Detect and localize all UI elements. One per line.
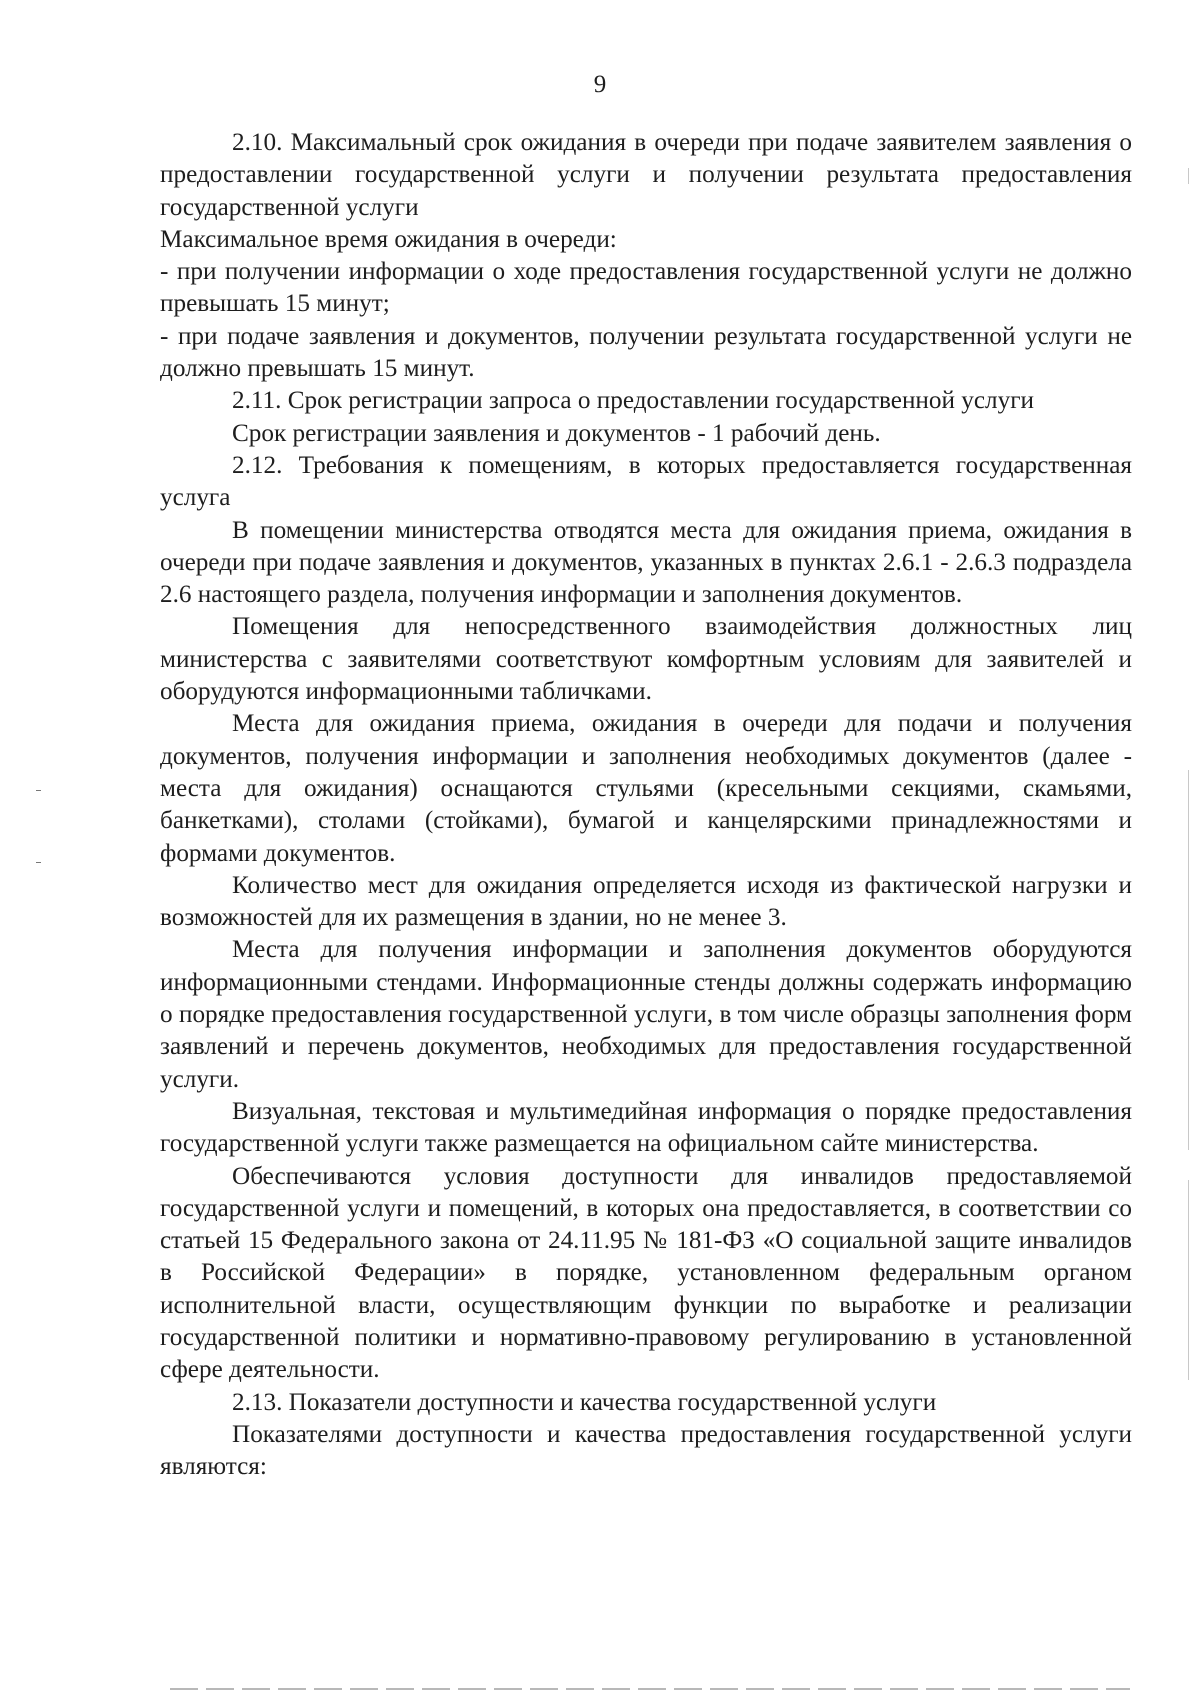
accessibility-paragraph: Обеспечиваются условия доступности для инвалидов предоставляемой государственной услуги и помещений, в которых она предоставляется, в соответствии со статьей 15 Федерального закона от 24.11.95 № 181-ФЗ «О социальной защите инвалидов в Российской Федерации» в порядке, установленном федеральным органом исполнительной власти, осуществляющим функции по выработке и реализации государственной политики и нормативно-правовому регулированию в установленной сфере деятельности. <box>160 1162 1132 1384</box>
wait-time-item-information: - при получении информации о ходе предоставления государственной услуги не должно превышать 15 минут; <box>160 258 1132 318</box>
quality-indicators-paragraph: Показателями доступности и качества предоставления государственной услуги являются: <box>160 1420 1132 1481</box>
scan-margin-dash <box>36 790 41 791</box>
scan-margin-mark <box>1188 168 1189 184</box>
wait-time-item-documents: - при подаче заявления и документов, получении результата государственной услуги не должно превышать 15 минут. <box>160 322 1132 383</box>
scan-margin-mark <box>1188 1180 1189 1380</box>
information-stands-paragraph: Места для получения информации и заполнения документов оборудуются информационными стендами. Информационные стенды должны содержать информацию о порядке предоставления государственной услуги, в том числе образцы заполнения форм заявлений и перечень документов, необходимых для предоставления государственной услуги. <box>160 936 1132 1093</box>
website-information-paragraph: Визуальная, текстовая и мультимедийная информация о порядке предоставления государственной услуги также размещается на официальном сайте министерства. <box>160 1097 1132 1158</box>
scan-margin-mark <box>1188 770 1189 1150</box>
max-wait-time-intro: Максимальное время ожидания в очереди: <box>160 225 617 253</box>
interaction-rooms-paragraph: Помещения для непосредственного взаимодействия должностных лиц министерства с заявителями соответствуют комфортным условиям для заявителей и оборудуются информационными табличками. <box>160 613 1132 706</box>
section-2-12-heading: 2.12. Требования к помещениям, в которых предоставляется государственная услуга <box>160 451 1132 512</box>
section-2-10-heading: 2.10. Максимальный срок ожидания в очереди при подаче заявителем заявления о предоставлении государственной услуги и получении результата предоставления государственной услуги <box>160 129 1132 221</box>
waiting-places-equipment-paragraph: Места для ожидания приема, ожидания в очереди для подачи и получения документов, получения информации и заполнения необходимых документов (далее - места для ожидания) оснащаются стульями (кресельными секциями, скамьями, банкетками), столами (стойками), бумагой и канцелярскими принадлежностями и формами документов. <box>160 710 1132 867</box>
waiting-places-count-paragraph: Количество мест для ожидания определяется исходя из фактической нагрузки и возможностей для их размещения в здании, но не менее 3. <box>160 871 1132 932</box>
document-body <box>160 127 1132 1483</box>
scan-margin-dash <box>36 862 41 863</box>
section-2-13-heading: 2.13. Показатели доступности и качества государственной услуги <box>232 1388 937 1416</box>
section-2-11-heading: 2.11. Срок регистрации запроса о предоставлении государственной услуги <box>232 387 1035 415</box>
waiting-places-paragraph: В помещении министерства отводятся места для ожидания приема, ожидания в очереди при подаче заявления и документов, указанных в пунктах 2.6.1 - 2.6.3 подраздела 2.6 настоящего раздела, получения информации и заполнения документов. <box>160 516 1132 609</box>
registration-term-paragraph: Срок регистрации заявления и документов - 1 рабочий день. <box>232 419 881 447</box>
scan-bottom-edge <box>170 1688 1130 1690</box>
page-number: 9 <box>593 71 607 98</box>
